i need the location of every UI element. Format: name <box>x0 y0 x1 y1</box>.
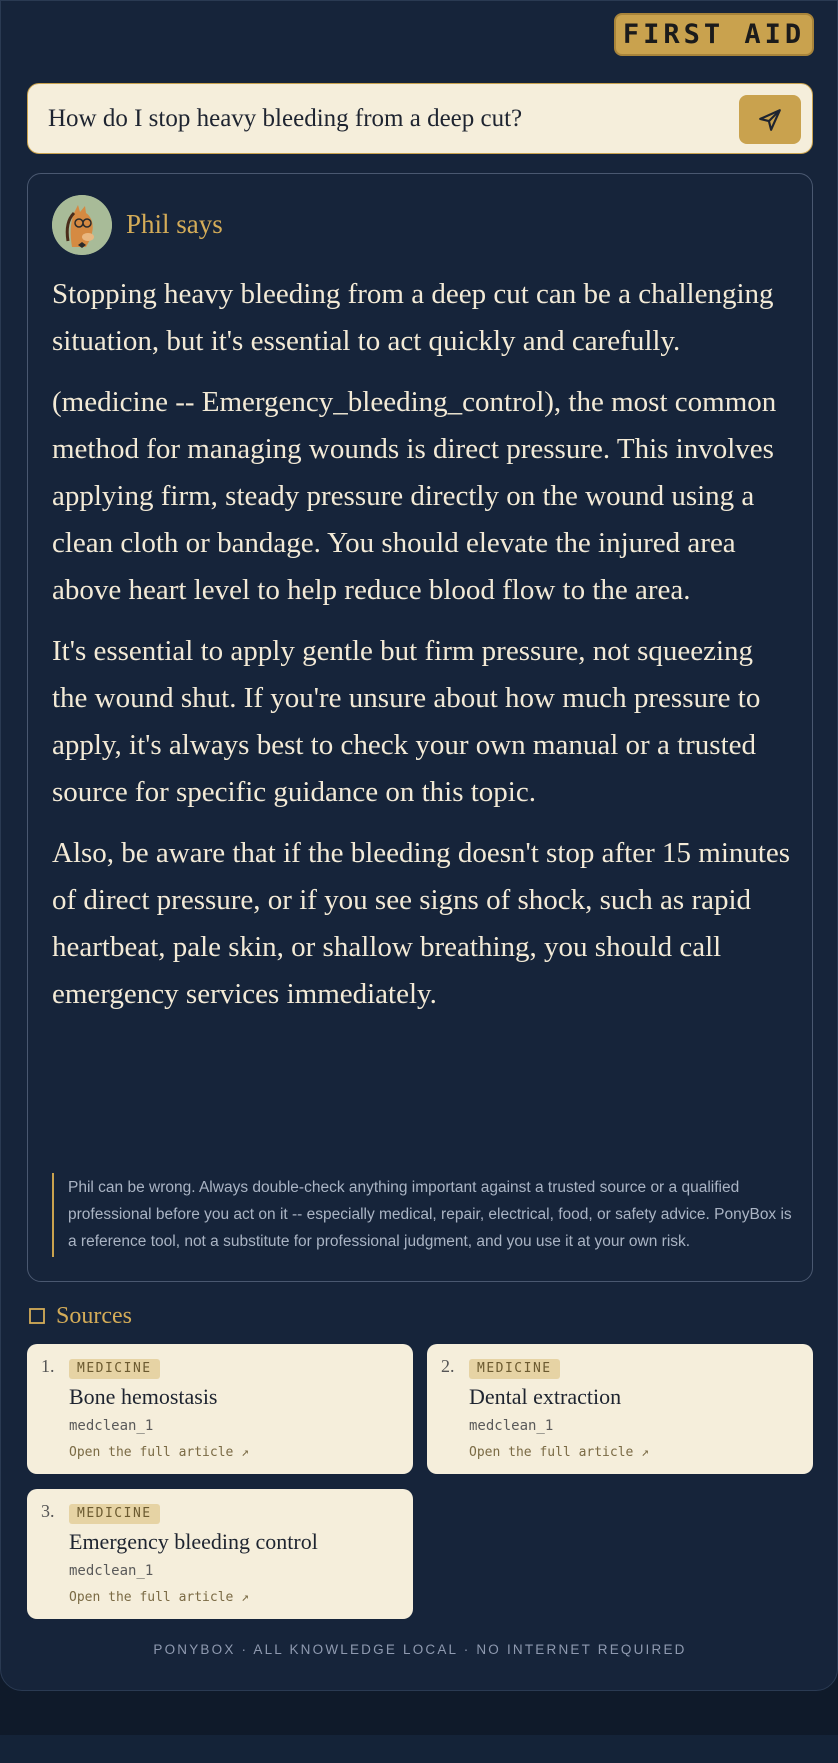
source-card[interactable] <box>427 1344 813 1474</box>
source-corpus: medclean_1 <box>69 1418 154 1434</box>
source-title[interactable]: Emergency bleeding control <box>69 1529 318 1554</box>
bookmark-icon <box>28 1307 46 1325</box>
source-card[interactable] <box>27 1344 413 1474</box>
category-tag: MEDICINE <box>469 1359 560 1379</box>
answer-paragraph: Also, be aware that if the bleeding doesn't stop after 15 minutes of direct pressure, or if you see signs of shock, such as rapid heartbeat, pale skin, or shallow breathing, you should call emergency services immediately. <box>52 837 791 1010</box>
search-bar[interactable] <box>27 83 813 154</box>
answer-paragraph: (medicine -- Emergency_bleeding_control), the most common method for managing wounds is direct pressure. This involves applying firm, steady pressure directly on the wound using a clean cloth or bandage. You should elevate the injured area above heart level to help reduce blood flow to the area. <box>52 386 777 606</box>
source-number: 1. <box>41 1356 55 1376</box>
phil-avatar-icon <box>52 195 112 255</box>
open-article-link[interactable]: Open the full article ↗ <box>469 1445 650 1460</box>
footer-text: PONYBOX · ALL KNOWLEDGE LOCAL · NO INTERNET REQUIRED <box>153 1642 687 1657</box>
first-aid-badge[interactable]: FIRST AID <box>614 13 814 56</box>
source-title[interactable]: Bone hemostasis <box>69 1384 218 1409</box>
category-tag: MEDICINE <box>69 1359 160 1379</box>
bottom-strip <box>0 1735 838 1763</box>
author-label: Phil says <box>126 209 223 239</box>
category-tag: MEDICINE <box>69 1504 160 1524</box>
open-article-link[interactable]: Open the full article ↗ <box>69 1445 250 1460</box>
sources-heading <box>28 1301 132 1331</box>
search-input[interactable]: How do I stop heavy bleeding from a deep cut? <box>48 105 523 132</box>
send-arrow-icon <box>757 107 783 133</box>
sources-label: Sources <box>56 1302 132 1329</box>
send-button[interactable] <box>739 95 801 144</box>
answer-paragraph: Stopping heavy bleeding from a deep cut can be a challenging situation, but it's essential to act quickly and carefully. <box>52 278 774 357</box>
answer-text <box>52 271 792 1032</box>
source-corpus: medclean_1 <box>69 1563 154 1579</box>
answer-card <box>27 173 813 1282</box>
source-number: 3. <box>41 1501 55 1521</box>
answer-paragraph: It's essential to apply gentle but firm pressure, not squeezing the wound shut. If you're unsure about how much pressure to apply, it's always best to check your own manual or a trusted source for specific guidance on this topic. <box>52 635 761 808</box>
source-corpus: medclean_1 <box>469 1418 554 1434</box>
source-card[interactable] <box>27 1489 413 1619</box>
source-number: 2. <box>441 1356 455 1376</box>
open-article-link[interactable]: Open the full article ↗ <box>69 1590 250 1605</box>
source-title[interactable]: Dental extraction <box>469 1384 622 1409</box>
disclaimer-note: Phil can be wrong. Always double-check anything important against a trusted source or a qualified professional before you act on it -- especially medical, repair, electrical, food, or safety advice. PonyBox is a reference tool, not a substitute for professional judgment, and you use it at your own risk. <box>52 1173 792 1257</box>
